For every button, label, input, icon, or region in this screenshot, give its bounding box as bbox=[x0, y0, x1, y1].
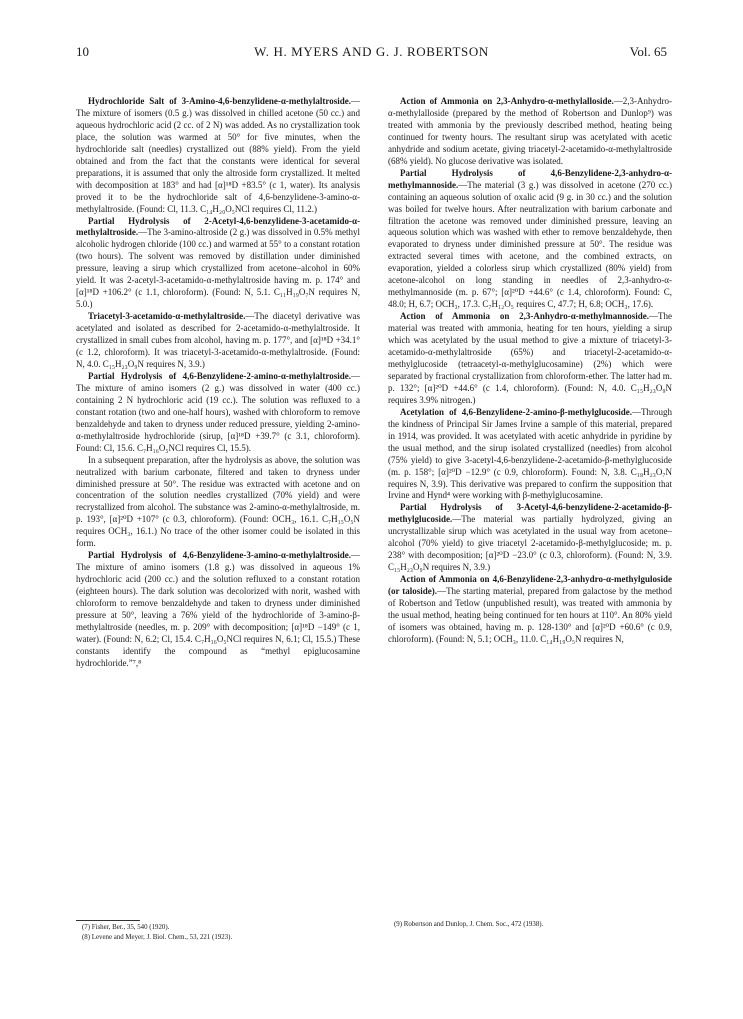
paragraph bbox=[76, 96, 360, 216]
paragraph-text: —Through the kindness of Principal Sir James Irvine a sample of this material, prepared in 1914, was provided. It was acetylated with acetic anhydride in pyridine by the usual method, and the sirup isolated crystallized (needles) from alcohol (75% yield) to give 3-acetyl-4,6-benzylidene-2-acetamido-β-methylglucoside (m. p. 158°; [α]²⁰D −12.9° (c 0.9, chloroform). Found: N, 3.8. C₁₈H₂₃O₇N requires N, 3.9). This derivative was prepared to confirm the supposition that Irvine and Hynd⁴ were working with β-methylglucosamine. bbox=[388, 406, 672, 501]
paragraph-heading: Action of Ammonia on 4,6-Benzylidene-2,3-anhydro-α-methylguloside (or taloside). bbox=[388, 574, 672, 597]
paragraph bbox=[388, 168, 672, 311]
paragraph bbox=[76, 371, 360, 455]
paragraph-heading: Partial Hydrolysis of 2-Acetyl-4,6-benzylidene-3-acetamido-α-methylaltroside. bbox=[76, 215, 360, 238]
paragraph bbox=[76, 216, 360, 312]
footnotes-left bbox=[76, 920, 360, 942]
paragraph bbox=[388, 96, 672, 168]
paragraph-text: —The material (3 g.) was dissolved in acetone (270 cc.) containing an aqueous solution of oxalic acid (9 g. in 30 cc.) and the solution was boiled for twelve hours. After neutralization with barium carbonate and filtration the acetone was removed under diminished pressure, leaving an aqueous solution which was washed with ether to remove benzaldehyde, then evaporated to dryness under diminished pressure at 50°. The residue was extracted several times with acetone, and the combined extracts, on evaporation, yielded a colorless sirup which crystallized (80% yield) from acetone-alcohol on long standing in needles of 2,3-anhydro-α-methylmannoside (m. p. 67°; [α]²⁰D +44.6° (c 1.4, chloroform). Found: C, 48.0; H, 6.7; OCH₃, 17.3. C₇H₁₂O₅ requires C, 47.7; H, 6.8; OCH₃, 17.6). bbox=[388, 179, 672, 310]
paragraph-heading: Partial Hydrolysis of 4,6-Benzylidene-3-amino-α-methylaltroside. bbox=[88, 550, 351, 561]
running-title: W. H. MYERS AND G. J. ROBERTSON bbox=[254, 44, 489, 59]
paragraph-text: —The mixture of amino isomers (1.8 g.) was dissolved in aqueous 1% hydrochloric acid (200 cc.) and the solution refluxed to a constant rotation (eighteen hours). The dark solution was decolorized with norit, washed with chloroform to remove benzaldehyde and taken to dryness under diminished pressure at 50°, leaving a 76% yield of the hydrochloride of 3-amino-β-methylaltroside (needles, m. p. 209° with decomposition; [α]¹⁸D −149° (c 1, water). (Found: N, 6.2; Cl, 15.4. C₇H₁₆O₅NCl requires N, 6.1; Cl, 15.5.) These constants identify the compound as “methyl epiglucosamine hydrochloride.”⁷,⁸ bbox=[76, 550, 360, 668]
paragraph-text: —The 3-amino-altroside (2 g.) was dissolved in 0.5% methyl alcoholic hydrogen chloride (100 cc.) and warmed at 55° to a constant rotation (two hours). The solvent was removed by distillation under diminished pressure, leaving a sirup which crystallized from acetone–alcohol in 60% yield. It was 2-acetyl-3-acetamido-α-methylaltroside having m. p. 174° and [α]¹⁸D +106.2° (c 1.1, chloroform). (Found: N, 5.1. C₁₁H₁₉O₇N requires N, 5.0.) bbox=[76, 227, 360, 310]
paragraph bbox=[76, 311, 360, 371]
paragraph-heading: Action of Ammonia on 2,3-Anhydro-α-methylmannoside. bbox=[400, 311, 649, 322]
paragraph-text: —The starting material, prepared from galactose by the method of Robertson and Tetlow (unpublished result), was treated with ammonia by the usual method, heating being continued for ten hours at 110°. An 80% yield of isomers was obtained, having m. p. 128-130° and [α]²⁰D +60.6° (c 0.9, chloroform). (Found: N, 5.1; OCH₃, 11.0. C₁₄H₁₉O₅N requires N, bbox=[388, 586, 673, 644]
footnote: (9) Robertson and Dunlop, J. Chem. Soc., 472 (1938). bbox=[394, 921, 544, 928]
paragraph-heading: Hydrochloride Salt of 3-Amino-4,6-benzylidene-α-methylaltroside. bbox=[88, 96, 351, 106]
footnotes-right bbox=[388, 920, 672, 930]
paragraph bbox=[388, 407, 672, 503]
paragraph bbox=[76, 455, 360, 551]
paragraph-text: —2,3-Anhydro-α-methylalloside (prepared by the method of Robertson and Dunlop⁹) was treated with ammonia by the previously described method, heating being continued for twenty hours. The resultant sirup was acetylated with acetic anhydride and sodium acetate, giving triacetyl-2-acetamido-α-methylaltroside (68% yield). No glucose derivative was isolated. bbox=[388, 96, 672, 166]
paragraph-text: —The material was partially hydrolyzed, giving an uncrystallizable sirup which was acetylated in the usual way from acetone–alcohol (70% yield) to give triacetyl 2-acetamido-β-methylglucoside; m. p. 238° with decomposition; [α]²⁰D −23.0° (c 0.3, chloroform). (Found: N, 3.9. C₁₅H₂₃O₉N requires N, 3.9.) bbox=[388, 514, 672, 573]
left-column bbox=[76, 96, 360, 670]
paragraph-heading: Action of Ammonia on 2,3-Anhydro-α-methylalloside. bbox=[400, 96, 614, 106]
paragraph-text: —The mixture of isomers (0.5 g.) was dissolved in chilled acetone (50 cc.) and aqueous hydrochloric acid (2 cc. of 2 N) was added. As no crystallization took place, the solution was warmed at 50° for five minutes, when the hydrochloride salt (needles) crystallized out (88% yield). From the yield obtained and from the fact that the constants were identical for several preparations, it is assumed that only the altroside form crystallized. It melted with decomposition at 183° and had [α]¹⁸D +83.5° (c 1, water). Its analysis proved it to be the hydrochloride salt of 4,6-benzylidene-3-amino-α-methylaltroside. (Found: Cl, 11.3. C₁₄H₂₀O₅NCl requires Cl, 11.2.) bbox=[76, 96, 360, 214]
footnote: (8) Levene and Meyer, J. Biol. Chem., 53, 221 (1923). bbox=[82, 933, 233, 941]
footnote: (7) Fisher, Ber., 35, 540 (1920). bbox=[82, 924, 170, 931]
page-number: 10 bbox=[76, 44, 89, 59]
paragraph-text: —The material was treated with ammonia, heating for ten hours, yielding a sirup which was acetylated by the usual method to give a mixture of triacetyl-3-acetamido-α-methylaltroside (65%) and triacetyl-2-acetamido-α-methylglucoside (tetraacetyl-α-methylglucosamine) (2%) which were separated by fractional crystallization from chloroform-ether. The latter had m. p. 132°; [α]²⁰D +44.6° (c 1.4, chloroform). (Found: N, 4.0. C₁₅H₂₃O₉N requires 3.9% nitrogen.) bbox=[388, 311, 672, 405]
paragraph bbox=[388, 311, 672, 407]
paragraph-heading: Partial Hydrolysis of 4,6-Benzylidene-2-amino-α-methylaltroside. bbox=[88, 370, 351, 381]
paragraph-text: —The mixture of amino isomers (2 g.) was dissolved in water (400 cc.) containing 2 N hydrochloric acid (19 cc.). The solution was refluxed to a constant rotation (two and one-half hours), washed with chloroform to remove benzaldehyde and taken to dryness under reduced pressure, yielding 2-amino-α-methylaltroside hydrochloride (sirup, [α]¹⁸D +39.7° (c 3.1, chloroform). Found: Cl, 15.6. C₇H₁₆O₅NCl requires Cl, 15.5). bbox=[76, 370, 360, 453]
right-column bbox=[388, 96, 672, 646]
page-header bbox=[76, 44, 667, 64]
paragraph-text: In a subsequent preparation, after the hydrolysis as above, the solution was neutralized with barium carbonate, filtered and taken to dryness under diminished pressure at 50°. The residue was extracted with acetone and on concentration of the solution needles crystallized (70% yield) and were recrystallized from alcohol. The substance was 2-amino-α-methylaltroside, m. p. 193°, [α]²⁰D +107° (c 0.3, chloroform). (Found: OCH₃, 16.1. C₇H₁₅O₅N requires OCH₃, 16.1.) No trace of the other isomer could be isolated in this form. bbox=[76, 454, 360, 549]
paragraph-heading: Acetylation of 4,6-Benzylidene-2-amino-β-methylglucoside. bbox=[400, 406, 632, 417]
paragraph-heading: Triacetyl-3-acetamido-α-methylaltroside. bbox=[88, 311, 246, 322]
paragraph bbox=[76, 550, 360, 670]
paragraph-text: —The diacetyl derivative was acetylated and isolated as described for 2-acetamido-α-methylaltroside. It crystallized in small cubes from alcohol, having m. p. 177°, and [α]¹⁸D +34.1° (c 1.2, chloroform). It was triacetyl-3-acetamido-α-methylaltroside. (Found: N, 4.0. C₁₅H₂₃O₉N requires N, 3.9.) bbox=[76, 311, 360, 369]
paragraph bbox=[388, 574, 672, 646]
paragraph-heading: Partial Hydrolysis of 3-Acetyl-4,6-benzylidene-2-acetamido-β-methylglucoside. bbox=[388, 502, 672, 525]
footnote-divider bbox=[76, 920, 140, 921]
paragraph-heading: Partial Hydrolysis of 4,6-Benzylidene-2,3-anhydro-α-methylmannoside. bbox=[388, 167, 672, 190]
paragraph bbox=[388, 502, 672, 574]
volume-label: Vol. 65 bbox=[629, 44, 667, 59]
